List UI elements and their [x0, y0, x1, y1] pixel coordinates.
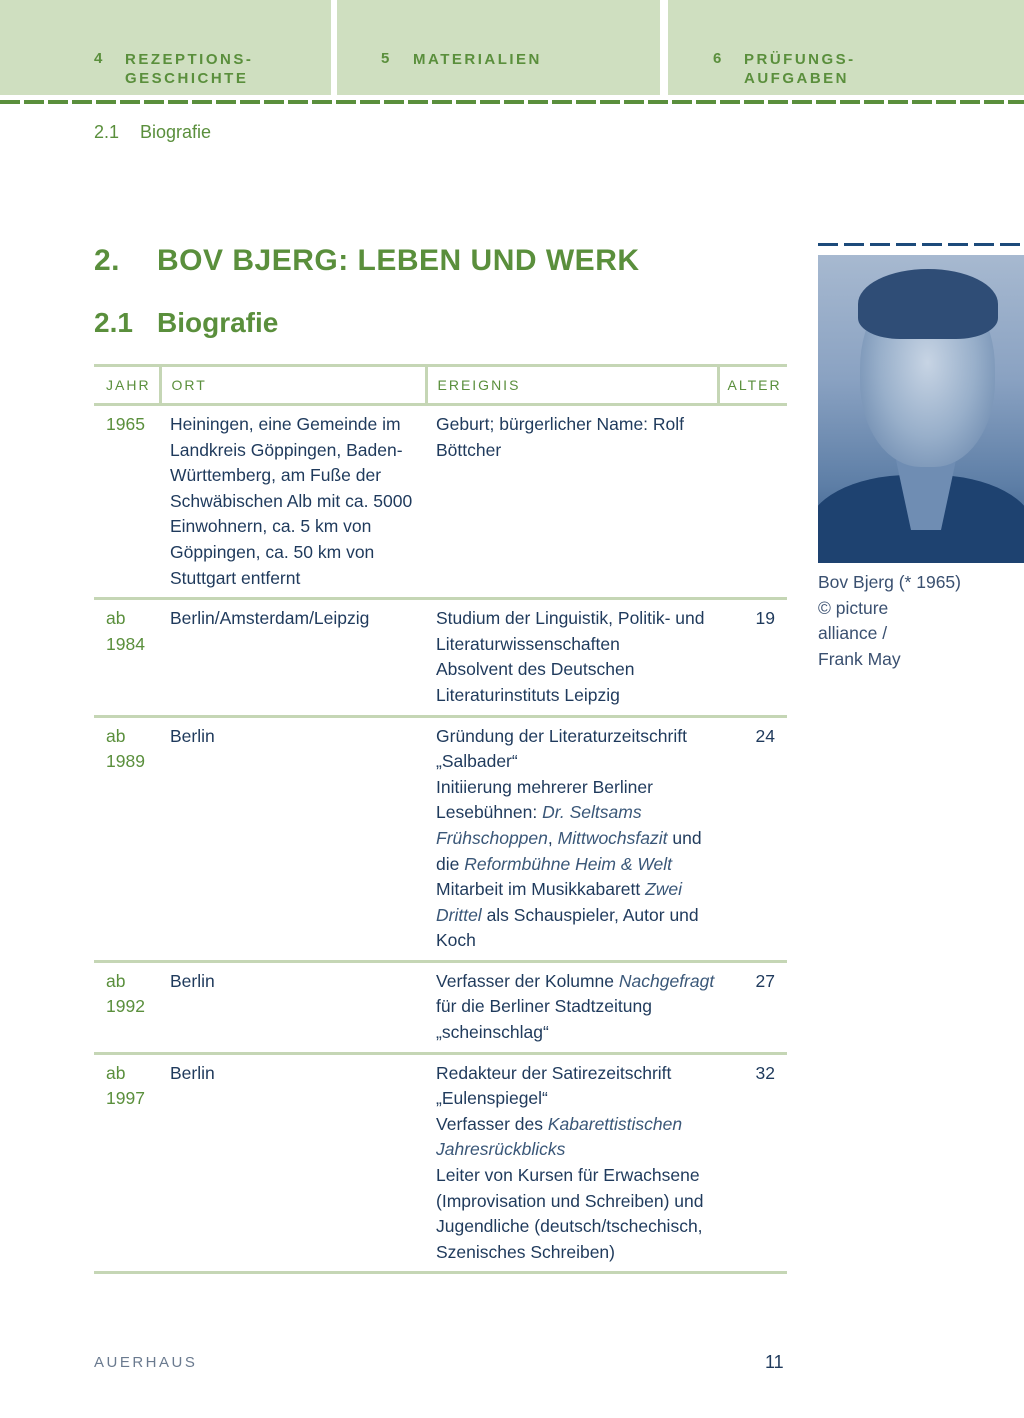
- year-prefix: ab: [106, 608, 126, 629]
- event-text: Verfasser des: [436, 1113, 548, 1134]
- table-header-row: [94, 366, 787, 405]
- page-number: 11: [765, 1352, 784, 1372]
- event-text: und die: [436, 827, 702, 874]
- year-cell: [94, 599, 160, 716]
- place-cell: Heiningen, eine Gemeinde im Landkreis Göppingen, Baden-Württemberg, am Fuße der Schwäbischen Alb mit ca. 5000 Einwohnern, ca. 5 km von Göppingen, ca. 50 km von Stuttgart entfernt: [160, 405, 426, 599]
- tab-label: [125, 50, 253, 88]
- age-cell: 24: [718, 716, 787, 961]
- tab-number: 5: [381, 50, 392, 67]
- event-title-italic: Dr. Seltsams Frühschoppen: [436, 802, 642, 848]
- tab-number: 4: [94, 50, 105, 67]
- running-head: [94, 122, 211, 143]
- year-cell: [94, 961, 160, 1053]
- event-line: Absolvent des Deutschen Literaturinstituts Leipzig: [436, 659, 635, 705]
- tab-label-line2: AUFGABEN: [744, 70, 849, 87]
- table-row: [94, 599, 787, 716]
- year-prefix: ab: [106, 725, 126, 746]
- year-value: 1984: [106, 633, 145, 654]
- chapter-title-text: BOV BJERG: LEBEN UND WERK: [157, 244, 640, 277]
- caption-line: Bov Bjerg (* 1965): [818, 572, 961, 592]
- event-title-italic: Zwei Drittel: [436, 879, 683, 925]
- year-cell: [94, 1053, 160, 1273]
- year-value: 1997: [106, 1088, 145, 1109]
- photo-dashed-rule: [818, 243, 1024, 246]
- running-head-title: Biografie: [140, 122, 212, 142]
- event-line: Redakteur der Satirezeitschrift „Eulenspiegel“: [436, 1062, 672, 1109]
- year-value: 1992: [106, 996, 145, 1017]
- biography-table: [94, 364, 787, 1274]
- section-title: [94, 307, 278, 339]
- place-cell: Berlin: [160, 961, 426, 1053]
- tab-rezeptionsgeschichte[interactable]: [0, 0, 331, 95]
- table-row: [94, 405, 787, 599]
- event-cell: Geburt; bürgerlicher Name: Rolf Böttcher: [426, 405, 718, 599]
- tab-label-line1: REZEPTIONS-: [125, 51, 254, 68]
- event-cell: [426, 716, 718, 961]
- place-cell: Berlin: [160, 1053, 426, 1273]
- age-cell: 32: [718, 1053, 787, 1273]
- column-header-event: EREIGNIS: [426, 366, 718, 405]
- photo-caption: [818, 570, 1018, 672]
- place-cell: Berlin/Amsterdam/Leipzig: [160, 599, 426, 716]
- event-title-italic: Nachgefragt: [618, 970, 715, 991]
- event-text: als Schauspieler, Autor und Koch: [436, 904, 699, 951]
- year-prefix: ab: [106, 1062, 126, 1083]
- caption-line: alliance /: [818, 623, 888, 643]
- caption-line: Frank May: [818, 648, 901, 669]
- age-cell: 19: [718, 599, 787, 716]
- event-text: Initiierung mehrerer Berliner Lesebühnen:: [436, 776, 653, 823]
- caption-line: © picture: [818, 597, 889, 618]
- section-title-text: Biografie: [157, 307, 279, 338]
- event-line: [436, 775, 718, 877]
- year-prefix: ab: [106, 970, 126, 991]
- dashed-divider: [0, 100, 1024, 104]
- tab-number: 6: [713, 50, 724, 67]
- tab-label-line1: PRÜFUNGS-: [744, 51, 856, 68]
- table-row: [94, 961, 787, 1053]
- tab-pruefungsaufgaben[interactable]: [668, 0, 1024, 95]
- column-header-age: ALTER: [718, 366, 787, 405]
- chapter-number: 2.: [94, 244, 121, 277]
- table-row: [94, 716, 787, 961]
- chapter-nav-tabs: [0, 0, 1024, 95]
- section-number: 2.1: [94, 307, 133, 338]
- tab-label-line2: GESCHICHTE: [125, 70, 249, 87]
- event-line: [436, 877, 718, 954]
- author-portrait: [818, 255, 1024, 563]
- event-title-italic: Reformbühne Heim & Welt: [464, 853, 673, 874]
- column-header-place: ORT: [160, 366, 426, 405]
- publisher-name: AUERHAUS: [94, 1354, 198, 1371]
- portrait-hair: [858, 269, 998, 339]
- event-line: Leiter von Kursen für Erwachsene (Improvisation und Schreiben) und Jugendliche (deutsch/tschechisch, Szenisches Schreiben): [436, 1165, 704, 1262]
- year-cell: [94, 716, 160, 961]
- event-line: Gründung der Literaturzeitschrift „Salbader“: [436, 725, 687, 772]
- event-text: ,: [547, 827, 558, 848]
- event-cell: [426, 1053, 718, 1273]
- event-title-italic: Kabarettistischen Jahresrückblicks: [436, 1113, 683, 1160]
- tab-materialien[interactable]: [337, 0, 660, 95]
- tab-label: MATERIALIEN: [413, 51, 542, 68]
- place-cell: Berlin: [160, 716, 426, 961]
- event-line: [436, 1112, 718, 1163]
- event-line: Studium der Linguistik, Politik- und Literaturwissenschaften: [436, 608, 705, 654]
- event-cell: [426, 961, 718, 1053]
- event-text: für die Berliner Stadtzeitung „scheinschlag“: [436, 996, 652, 1043]
- event-cell: [426, 599, 718, 716]
- running-head-number: 2.1: [94, 122, 120, 142]
- chapter-title: [94, 244, 640, 278]
- age-cell: [718, 405, 787, 599]
- event-title-italic: Mittwochsfazit: [557, 827, 668, 848]
- year-cell: 1965: [94, 405, 160, 599]
- table-row: [94, 1053, 787, 1273]
- age-cell: 27: [718, 961, 787, 1053]
- event-text: Mitarbeit im Musikkabarett: [436, 879, 646, 900]
- year-value: 1989: [106, 751, 145, 772]
- column-header-year: JAHR: [94, 366, 160, 405]
- event-text: Verfasser der Kolumne: [436, 970, 619, 991]
- tab-label: [744, 50, 856, 88]
